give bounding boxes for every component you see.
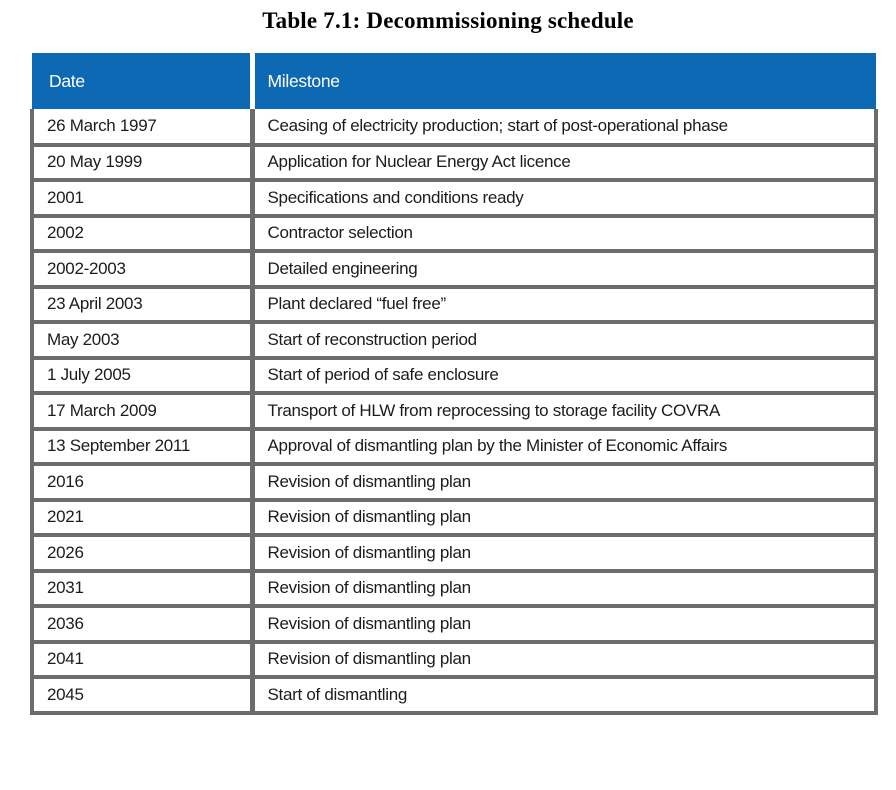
table-row xyxy=(32,571,876,607)
date-cell: 2016 xyxy=(32,464,252,500)
date-cell: 2002 xyxy=(32,216,252,252)
schedule-table-body xyxy=(32,109,876,713)
table-row xyxy=(32,393,876,429)
table-row xyxy=(32,109,876,145)
header-row xyxy=(32,53,876,109)
milestone-cell: Revision of dismantling plan xyxy=(252,606,876,642)
date-cell: 2002-2003 xyxy=(32,251,252,287)
table-row xyxy=(32,464,876,500)
milestone-cell: Application for Nuclear Energy Act licence xyxy=(252,145,876,181)
date-cell: 2045 xyxy=(32,677,252,713)
table-row xyxy=(32,535,876,571)
table-row xyxy=(32,287,876,323)
table-title: Table 7.1: Decommissioning schedule xyxy=(262,8,634,33)
table-row xyxy=(32,145,876,181)
decommissioning-schedule-table xyxy=(30,53,878,715)
milestone-cell: Start of dismantling xyxy=(252,677,876,713)
date-cell: May 2003 xyxy=(32,322,252,358)
milestone-cell: Revision of dismantling plan xyxy=(252,642,876,678)
table-row xyxy=(32,216,876,252)
table-row xyxy=(32,429,876,465)
milestone-cell: Revision of dismantling plan xyxy=(252,535,876,571)
milestone-cell: Ceasing of electricity production; start of post-operational phase xyxy=(252,109,876,145)
column-header-milestone: Milestone xyxy=(252,53,876,109)
table-row xyxy=(32,180,876,216)
table-row xyxy=(32,500,876,536)
date-cell: 1 July 2005 xyxy=(32,358,252,394)
table-row xyxy=(32,606,876,642)
milestone-cell: Start of period of safe enclosure xyxy=(252,358,876,394)
table-row xyxy=(32,677,876,713)
date-cell: 2026 xyxy=(32,535,252,571)
date-cell: 2021 xyxy=(32,500,252,536)
date-cell: 2036 xyxy=(32,606,252,642)
milestone-cell: Transport of HLW from reprocessing to storage facility COVRA xyxy=(252,393,876,429)
milestone-cell: Revision of dismantling plan xyxy=(252,464,876,500)
table-row xyxy=(32,642,876,678)
column-header-date: Date xyxy=(32,53,252,109)
milestone-cell: Revision of dismantling plan xyxy=(252,571,876,607)
date-cell: 2031 xyxy=(32,571,252,607)
date-cell: 2001 xyxy=(32,180,252,216)
date-cell: 2041 xyxy=(32,642,252,678)
date-cell: 23 April 2003 xyxy=(32,287,252,323)
milestone-cell: Revision of dismantling plan xyxy=(252,500,876,536)
milestone-cell: Specifications and conditions ready xyxy=(252,180,876,216)
date-cell: 20 May 1999 xyxy=(32,145,252,181)
milestone-cell: Contractor selection xyxy=(252,216,876,252)
milestone-cell: Detailed engineering xyxy=(252,251,876,287)
document-page xyxy=(0,7,896,790)
date-cell: 13 September 2011 xyxy=(32,429,252,465)
milestone-cell: Start of reconstruction period xyxy=(252,322,876,358)
table-row xyxy=(32,322,876,358)
date-cell: 17 March 2009 xyxy=(32,393,252,429)
date-cell: 26 March 1997 xyxy=(32,109,252,145)
table-row xyxy=(32,358,876,394)
milestone-cell: Plant declared “fuel free” xyxy=(252,287,876,323)
milestone-cell: Approval of dismantling plan by the Minister of Economic Affairs xyxy=(252,429,876,465)
table-row xyxy=(32,251,876,287)
